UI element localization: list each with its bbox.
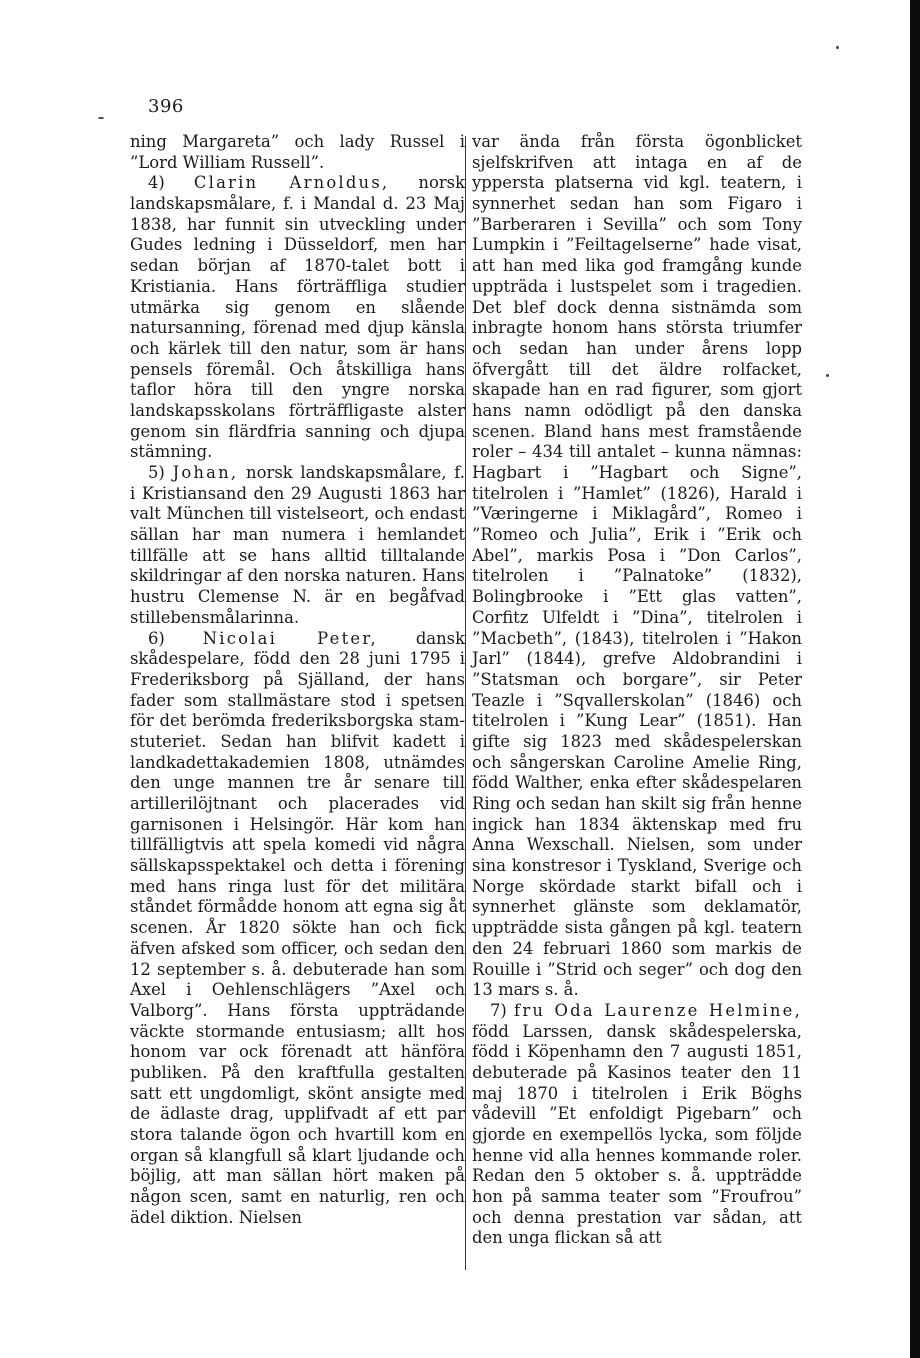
entry-number: 6) [148, 628, 165, 648]
paragraph-text: norsk landskapsmålare, f. i Kristiansand den 29 Augusti 1863 har valt München till vistelseort, och endast sällan har man numera i hemlandet tillfälle att se hans alltid tilltalande skildringar af den norska naturen. Hans hustru Clemense N. är en begåfvad stillebensmålarinna. [130, 463, 465, 627]
scan-border [910, 0, 920, 1358]
entry-number: 5) [148, 463, 165, 482]
column-divider [465, 136, 466, 1270]
paragraph-text: ning Margareta” och lady Russel i ”Lord William Russell”. [130, 132, 465, 172]
entry-number: 4) [148, 173, 165, 193]
left-column [130, 132, 465, 1228]
paragraph-continuation [130, 132, 465, 173]
entry-name: Johan, [172, 463, 239, 482]
scan-speck [836, 46, 839, 49]
entry-name: fru Oda Laurenze Helmine, [514, 1000, 802, 1020]
right-column [472, 132, 802, 1249]
page-number: 396 [148, 96, 184, 117]
book-page [108, 64, 828, 1274]
paragraph-entry-4 [130, 173, 465, 463]
scan-speck [826, 374, 829, 377]
paragraph-text: norsk landskapsmålare, f. i Mandal d. 23 Maj 1838, har funnit sin utveckling under Gudes ledning i Düsseldorf, men har sedan början af 1870-talet bott i Kristiania. Hans förträffliga studier utmärka sig genom en slående natursanning, förenad med djup känsla och kärlek till den natur, som är hans pensels föremål. Och åtskilliga hans taflor höra till den yngre norska landskapsskolans förträffligaste alster genom sin flärdfria sanning och djupa stämning. [130, 173, 465, 462]
paragraph-entry-7 [472, 1001, 802, 1249]
entry-name: Nicolai Peter, [202, 628, 378, 648]
paragraph-text: född Larssen, dansk skådespelerska, född i Köpenhamn den 7 augusti 1851, debuterade på Kasinos teater den 11 maj 1870 i titelrolen i Erik Böghs vådevill ”Et enfoldigt Pigebarn” och gjorde en exempellös lycka, som följde henne vid alla hennes kommande roler. Redan den 5 oktober s. å. uppträdde hon på samma teater som ”Froufrou” och denna prestation var sådan, att den unga flickan så att [472, 1021, 802, 1248]
scan-speck [98, 117, 104, 119]
entry-number: 7) [490, 1000, 507, 1020]
paragraph-entry-5 [130, 463, 465, 629]
paragraph-entry-6 [130, 629, 465, 1229]
entry-name: Clarin Arnoldus, [193, 173, 390, 193]
paragraph-text: dansk skådespelare, född den 28 juni 1795 i Frederiksborg på Själland, der hans fader som stallmästare stod i spetsen för det berömda frederiksborgska stam-stuteriet. Sedan han blifvit kadett i landkadettakademien 1808, utnämdes den unge mannen tre år senare till artillerilöjtnant och placerades vid garnisonen i Helsingör. Här kom han tillfälligtvis att spela komedi vid några sällskapsspektakel och detta i förening med hans ringa lust för det militära ståndet förmådde honom att egna sig åt scenen. År 1820 sökte han och fick äfven afsked som officer, och sedan den 12 september s. å. debuterade han som Axel i Oehlenschlägers ”Axel och Valborg”. Hans första uppträdande väckte stormande entusiasm; allt hos honom var ock förenadt att hänföra publiken. På den kraftfulla gestalten satt ett ungdomligt, skönt ansigte med de ädlaste drag, upplifvadt af ett par stora talande ögon och hvartill kom en organ så klangfull så klart ljudande och böjlig, att man sällan hört maken på någon scen, samt en naturlig, ren och ädel diktion. Nielsen [130, 628, 465, 1227]
paragraph-continuation [472, 132, 802, 1001]
paragraph-text: var ända från första ögonblicket sjelfskrifven att intaga en af de yppersta platserna vid kgl. teatern, i synnerhet sedan han som Figaro i ”Barberaren i Sevilla” och som Tony Lumpkin i ”Feiltagelserne” hade visat, att han med lika god framgång kunde uppträda i lustspelet som i tragedien. Det blef dock denna sistnämda som inbragte honom hans största triumfer och sedan han under årens lopp öfvergått till det äldre rolfacket, skapade han en rad figurer, som gjort hans namn odödligt på den danska scenen. Bland hans mest framstående roler – 434 till antalet – kunna nämnas: Hagbart i ”Hagbart och Signe”, titelrolen i ”Hamlet” (1826), Harald i ”Væringerne i Miklagård”, Romeo i ”Romeo och Julia”, Erik i ”Erik och Abel”, markis Posa i ”Don Carlos”, titelrolen i ”Palnatoke” (1832), Bolingbrooke i ”Ett glas vatten”, Corfitz Ulfeldt i ”Dina”, titelrolen i ”Macbeth”, (1843), titelrolen i ”Hakon Jarl” (1844), grefve Aldobrandini i ”Statsman och borgare”, sir Peter Teazle i ”Sqvallerskolan” (1846) och titelrolen i ”Kung Lear” (1851). Han gifte sig 1823 med skådespelerskan och sångerskan Caroline Amelie Ring, född Walther, enka efter skådespelaren Ring och sedan han skilt sig från henne ingick han 1834 äktenskap med fru Anna Wexschall. Nielsen, som under sina konstresor i Tyskland, Sverige och Norge skördade starkt bifall och i synnerhet glänste som deklamatör, uppträdde sista gången på kgl. teatern den 24 februari 1860 som markis de Rouille i ”Strid och seger” och dog den 13 mars s. å. [472, 132, 802, 1000]
